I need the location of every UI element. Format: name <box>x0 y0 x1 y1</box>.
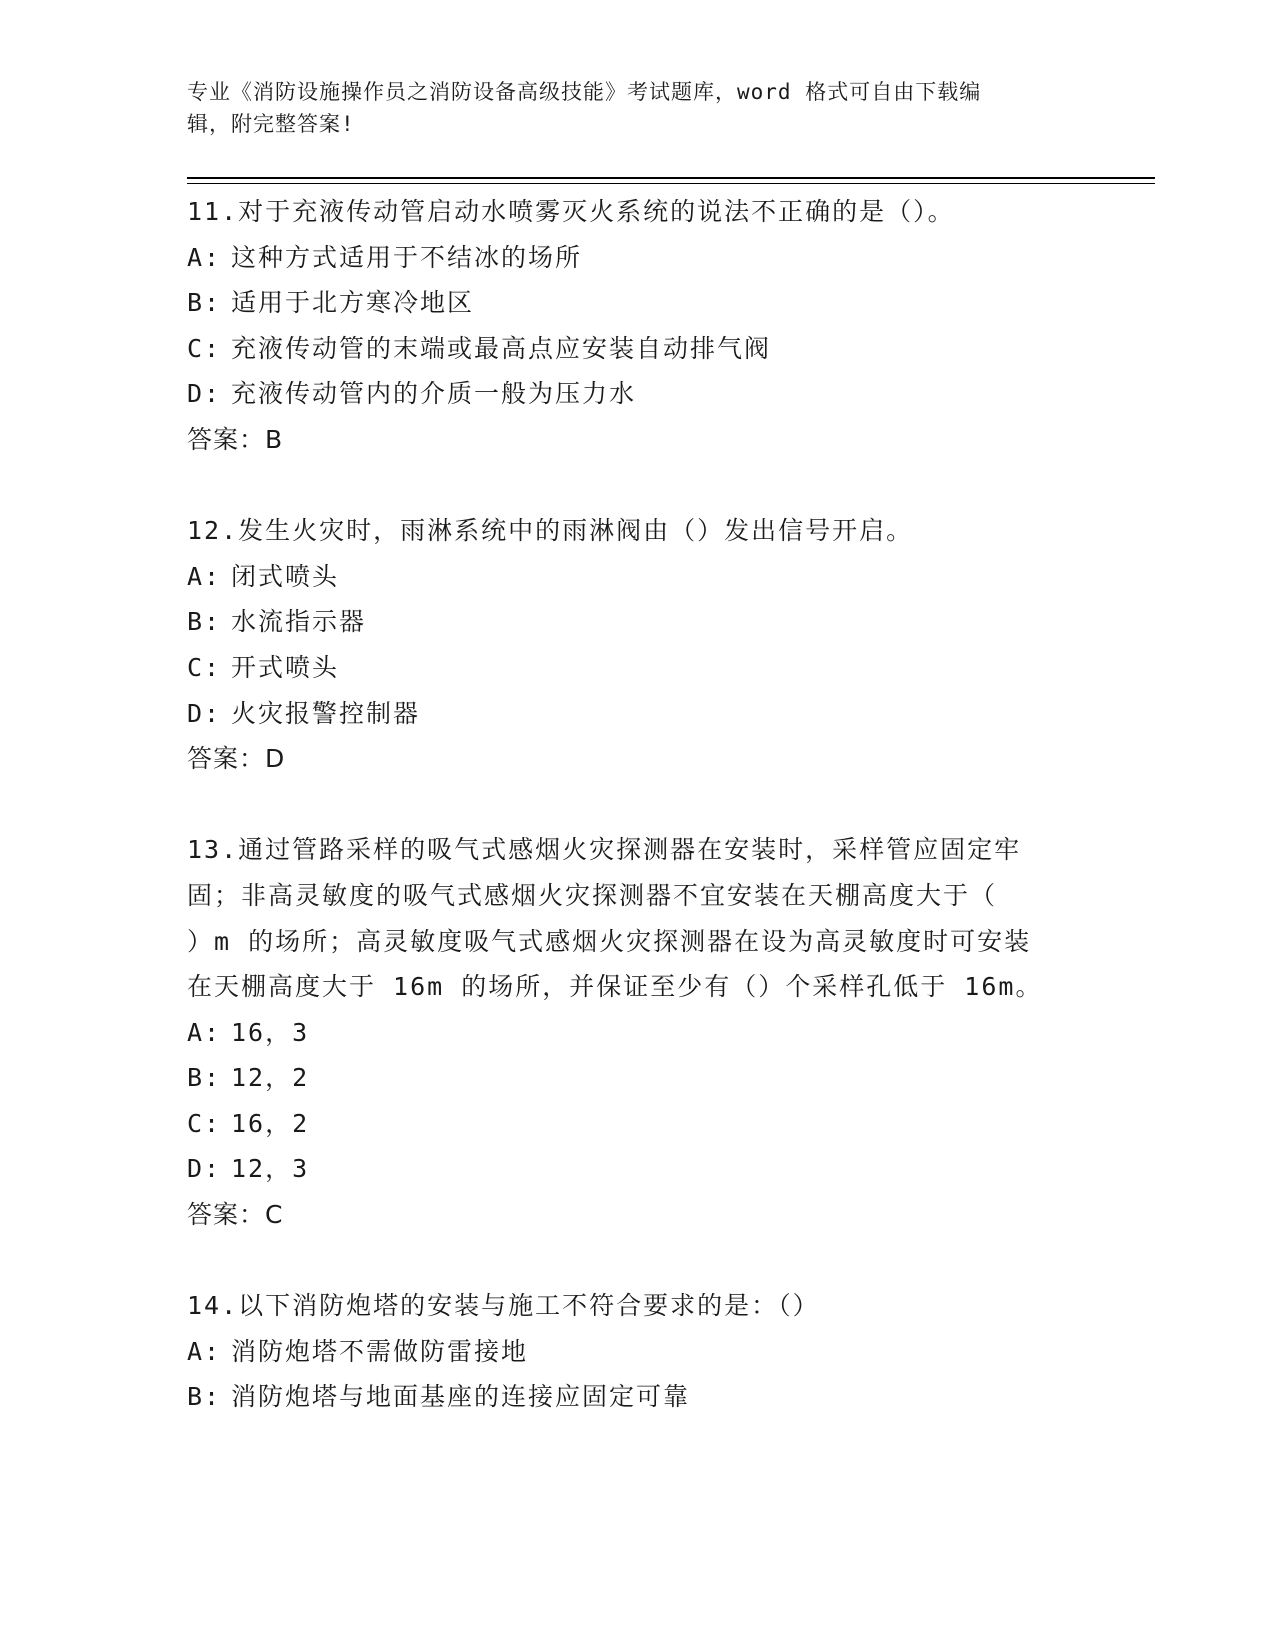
header-line-1: 专业《消防设施操作员之消防设备高级技能》考试题库，word 格式可自由下载编 <box>187 80 982 104</box>
question-stem-line: 13.通过管路采样的吸气式感烟火灾探测器在安装时，采样管应固定牢 <box>187 835 1022 865</box>
question-stem-line: 在天棚高度大于 16m 的场所，并保证至少有（）个采样孔低于 16m。 <box>187 972 1043 1002</box>
option-text: 闭式喷头 <box>231 561 340 591</box>
option-text: 这种方式适用于不结冰的场所 <box>231 242 583 272</box>
option-text: 开式喷头 <box>231 652 340 682</box>
option-letter: D: <box>187 1154 222 1184</box>
option-text: 适用于北方寒冷地区 <box>231 288 475 318</box>
question-14 <box>187 1283 1087 1420</box>
option-b <box>187 1055 1087 1101</box>
option-text: 火灾报警控制器 <box>231 698 421 728</box>
option-letter: D: <box>187 379 222 409</box>
question-stem: 11.对于充液传动管启动水喷雾灭火系统的说法不正确的是（）。 <box>187 197 955 226</box>
option-letter: C: <box>187 1108 222 1138</box>
option-text: 消防炮塔不需做防雷接地 <box>231 1336 529 1366</box>
header-divider-thin <box>187 183 1155 184</box>
question-stem: 12.发生火灾时，雨淋系统中的雨淋阀由（）发出信号开启。 <box>187 516 914 546</box>
option-b <box>187 1374 1087 1420</box>
question-stem: 14.以下消防炮塔的安装与施工不符合要求的是：（） <box>187 1291 820 1321</box>
question-12 <box>187 508 1087 782</box>
option-text: 水流指示器 <box>231 607 367 637</box>
header-line-2: 辑，附完整答案! <box>187 112 355 136</box>
option-a <box>187 554 1087 600</box>
option-letter: B: <box>187 1382 222 1412</box>
option-a <box>187 235 1087 281</box>
option-text: 12，3 <box>231 1154 310 1184</box>
option-c <box>187 1101 1087 1147</box>
option-letter: A: <box>187 561 222 591</box>
option-a <box>187 1010 1087 1056</box>
option-letter: C: <box>187 652 222 682</box>
option-text: 16，2 <box>231 1108 310 1138</box>
option-letter: C: <box>187 333 222 363</box>
option-c <box>187 645 1087 691</box>
option-text: 12，2 <box>231 1063 310 1093</box>
option-b <box>187 280 1087 326</box>
option-letter: A: <box>187 1336 222 1366</box>
option-letter: A: <box>187 242 222 272</box>
question-spacer <box>187 782 1087 828</box>
question-spacer <box>187 463 1087 509</box>
option-c <box>187 326 1087 372</box>
option-letter: B: <box>187 1063 222 1093</box>
answer-line: 答案：B <box>187 424 284 454</box>
question-list <box>187 189 1087 1420</box>
option-text: 16，3 <box>231 1017 310 1047</box>
option-letter: A: <box>187 1017 222 1047</box>
answer-line: 答案：D <box>187 744 286 774</box>
option-text: 充液传动管内的介质一般为压力水 <box>231 379 637 409</box>
question-13 <box>187 827 1087 1237</box>
option-d <box>187 691 1087 737</box>
answer-line: 答案：C <box>187 1200 284 1230</box>
document-header <box>187 76 1087 140</box>
option-d <box>187 1146 1087 1192</box>
option-a <box>187 1329 1087 1375</box>
option-text: 消防炮塔与地面基座的连接应固定可靠 <box>231 1382 691 1412</box>
option-b <box>187 599 1087 645</box>
option-d <box>187 371 1087 417</box>
question-stem-line: ）m 的场所；高灵敏度吸气式感烟火灾探测器在设为高灵敏度时可安装 <box>187 926 1032 956</box>
option-letter: B: <box>187 288 222 318</box>
question-stem-line: 固；非高灵敏度的吸气式感烟火灾探测器不宜安装在天棚高度大于（ <box>187 880 998 910</box>
option-letter: B: <box>187 607 222 637</box>
option-text: 充液传动管的末端或最高点应安装自动排气阀 <box>231 333 772 363</box>
option-letter: D: <box>187 698 222 728</box>
question-spacer <box>187 1238 1087 1284</box>
question-11 <box>187 189 1087 463</box>
header-divider-thick <box>187 177 1155 179</box>
